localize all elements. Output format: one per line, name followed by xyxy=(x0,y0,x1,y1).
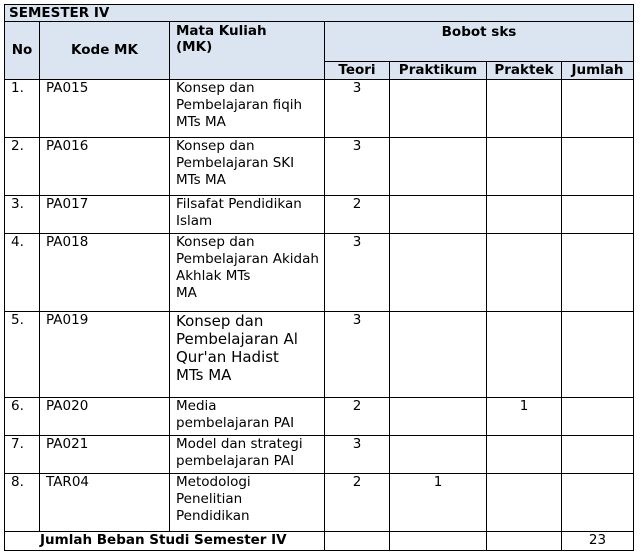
mata-kuliah-line: Penelitian xyxy=(176,491,243,507)
mata-kuliah-line: Pendidikan xyxy=(176,508,250,524)
mata-kuliah-line: Konsep dan xyxy=(176,80,255,96)
row-teori: 2 xyxy=(325,196,390,234)
semester-table xyxy=(4,4,634,551)
row-mata-kuliah xyxy=(170,138,325,196)
row-kode-mk: PA019 xyxy=(40,312,170,398)
row-teori: 3 xyxy=(325,234,390,312)
row-kode-mk: TAR04 xyxy=(40,474,170,532)
row-teori: 3 xyxy=(325,436,390,474)
row-praktikum xyxy=(390,138,487,196)
row-praktek xyxy=(487,436,562,474)
table-row xyxy=(5,436,634,474)
mata-kuliah-line: MTs MA xyxy=(176,114,226,130)
header-praktek: Praktek xyxy=(487,62,562,80)
row-praktikum xyxy=(390,436,487,474)
row-praktikum xyxy=(390,80,487,138)
mata-kuliah-line: Konsep dan xyxy=(176,138,255,154)
row-kode-mk: PA020 xyxy=(40,398,170,436)
row-praktikum xyxy=(390,398,487,436)
row-jumlah xyxy=(562,398,634,436)
row-praktek xyxy=(487,234,562,312)
table-row xyxy=(5,398,634,436)
footer-label: Jumlah Beban Studi Semester IV xyxy=(5,532,325,551)
row-teori: 3 xyxy=(325,312,390,398)
header-bobot-sks: Bobot sks xyxy=(325,22,634,62)
row-no: 1. xyxy=(5,80,40,138)
row-jumlah xyxy=(562,474,634,532)
row-praktek xyxy=(487,196,562,234)
header-praktikum: Praktikum xyxy=(390,62,487,80)
row-teori: 2 xyxy=(325,398,390,436)
mata-kuliah-line: pembelajaran PAI xyxy=(176,415,295,431)
row-jumlah xyxy=(562,436,634,474)
row-praktek xyxy=(487,138,562,196)
mata-kuliah-line: MTs MA xyxy=(176,172,226,188)
mata-kuliah-line: Pembelajaran Akidah xyxy=(176,251,319,267)
footer-praktek-cell xyxy=(487,532,562,551)
row-jumlah xyxy=(562,196,634,234)
footer-praktikum-cell xyxy=(390,532,487,551)
mata-kuliah-line: Islam xyxy=(176,213,213,229)
footer-teori-cell xyxy=(325,532,390,551)
mata-kuliah-line: Filsafat Pendidikan xyxy=(176,196,302,212)
header-jumlah: Jumlah xyxy=(562,62,634,80)
mata-kuliah-line: Pembelajaran SKI xyxy=(176,155,295,171)
row-jumlah xyxy=(562,234,634,312)
table-row xyxy=(5,312,634,398)
row-jumlah xyxy=(562,80,634,138)
row-praktek xyxy=(487,312,562,398)
table-row xyxy=(5,196,634,234)
mata-kuliah-line: pembelajaran PAI xyxy=(176,453,295,469)
row-no: 4. xyxy=(5,234,40,312)
row-jumlah xyxy=(562,312,634,398)
row-praktikum xyxy=(390,312,487,398)
row-no: 8. xyxy=(5,474,40,532)
header-mata-kuliah xyxy=(170,22,325,80)
footer-row xyxy=(5,532,634,551)
semester-title: SEMESTER IV xyxy=(5,5,634,22)
mata-kuliah-line: Akhlak MTs xyxy=(176,268,251,284)
row-mata-kuliah xyxy=(170,312,325,398)
row-praktek xyxy=(487,474,562,532)
footer-total: 23 xyxy=(562,532,634,551)
header-kode-mk: Kode MK xyxy=(40,22,170,80)
row-teori: 3 xyxy=(325,138,390,196)
header-teori: Teori xyxy=(325,62,390,80)
mata-kuliah-line: Konsep dan xyxy=(176,312,264,330)
row-kode-mk: PA018 xyxy=(40,234,170,312)
header-no: No xyxy=(5,22,40,80)
row-mata-kuliah xyxy=(170,474,325,532)
row-jumlah xyxy=(562,138,634,196)
mata-kuliah-line: MTs MA xyxy=(176,366,232,384)
row-mata-kuliah xyxy=(170,398,325,436)
row-mata-kuliah xyxy=(170,436,325,474)
row-kode-mk: PA015 xyxy=(40,80,170,138)
row-teori: 3 xyxy=(325,80,390,138)
mata-kuliah-line: Metodologi xyxy=(176,474,251,490)
table-row xyxy=(5,234,634,312)
course-rows xyxy=(5,80,634,532)
row-mata-kuliah xyxy=(170,234,325,312)
row-no: 5. xyxy=(5,312,40,398)
header-mk-line1: Mata Kuliah xyxy=(176,23,267,39)
row-kode-mk: PA017 xyxy=(40,196,170,234)
mata-kuliah-line: Qur'an Hadist xyxy=(176,348,279,366)
row-praktikum xyxy=(390,196,487,234)
row-no: 6. xyxy=(5,398,40,436)
table-row xyxy=(5,138,634,196)
table-row xyxy=(5,474,634,532)
table-row xyxy=(5,80,634,138)
mata-kuliah-line: Pembelajaran Al xyxy=(176,330,298,348)
row-no: 2. xyxy=(5,138,40,196)
row-praktek: 1 xyxy=(487,398,562,436)
mata-kuliah-line: MA xyxy=(176,285,197,301)
header-mk-line2: (MK) xyxy=(176,39,213,55)
row-praktikum xyxy=(390,234,487,312)
row-teori: 2 xyxy=(325,474,390,532)
mata-kuliah-line: Media xyxy=(176,398,217,414)
mata-kuliah-line: Model dan strategi xyxy=(176,436,303,452)
row-mata-kuliah xyxy=(170,196,325,234)
row-kode-mk: PA021 xyxy=(40,436,170,474)
row-no: 7. xyxy=(5,436,40,474)
row-no: 3. xyxy=(5,196,40,234)
mata-kuliah-line: Konsep dan xyxy=(176,234,255,250)
row-praktek xyxy=(487,80,562,138)
mata-kuliah-line: Pembelajaran fiqih xyxy=(176,97,303,113)
row-kode-mk: PA016 xyxy=(40,138,170,196)
row-praktikum: 1 xyxy=(390,474,487,532)
row-mata-kuliah xyxy=(170,80,325,138)
